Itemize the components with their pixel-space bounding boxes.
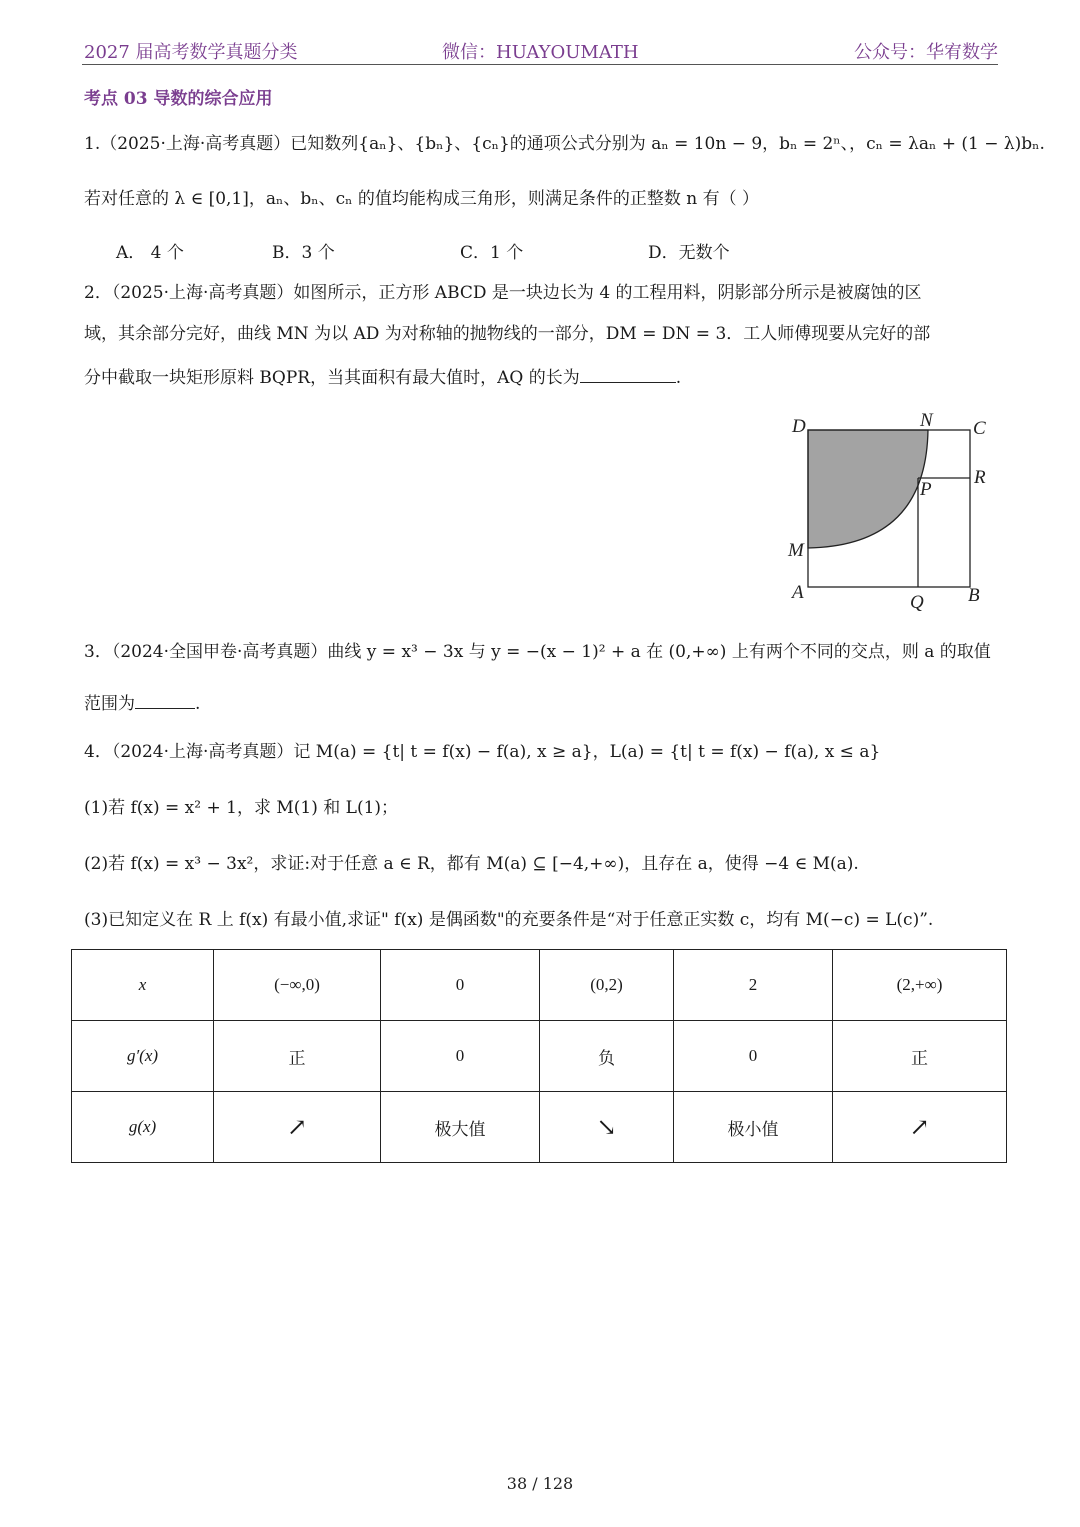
q3-line2-end: . [195,694,201,714]
table-cell: g(x) [72,1092,214,1163]
q2-line3-end: . [675,368,682,388]
table-cell: (2,+∞) [833,950,1007,1021]
q1-choice-c: C．1 个 [460,243,524,263]
q2-line2: 域，其余部分完好，曲线 MN 为以 AD 为对称轴的抛物线的一部分，DM = DN = 3．工人师傅现要从完好的部 [84,324,931,344]
table-cell: 2 [674,950,833,1021]
increasing-arrow-icon: ↗ [833,1092,1007,1163]
table-row [72,950,1007,1021]
q3-line1: 3．（2024·全国甲卷·高考真题）曲线 y = x³ − 3x 与 y = −(x − 1)² + a 在 (0,+∞) 上有两个不同的交点，则 a 的取值 [84,642,991,662]
page-number: 38 / 128 [506,1474,574,1493]
table-cell: 正 [214,1021,381,1092]
q1-line2: 若对任意的 λ ∈ [0,1]，aₙ、bₙ、cₙ 的值均能构成三角形，则满足条件的正整数 n 有（ ） [84,189,760,209]
q3-line2 [84,690,200,716]
label-d: D [792,416,806,437]
q4-part2: (2)若 f(x) = x³ − 3x²，求证:对于任意 a ∈ R，都有 M(a) ⊆ [−4,+∞)，且存在 a，使得 −4 ∈ M(a). [84,854,859,874]
header-rule [82,64,998,65]
label-n: N [920,410,933,431]
q1-line1: 1.（2025·上海·高考真题）已知数列{aₙ}、{bₙ}、{cₙ}的通项公式分别为 aₙ = 10n − 9，bₙ = 2ⁿ、，cₙ = λaₙ + (1 − λ)bₙ. [84,134,1045,154]
label-p: P [920,479,932,500]
table-cell: (0,2) [540,950,674,1021]
q2-line3-text: 分中截取一块矩形原料 BQPR，当其面积有最大值时，AQ 的长为 [84,368,580,388]
header-center: 微信：HUAYOUMATH [442,42,639,63]
q1-choice-a: A． 4 个 [116,243,184,263]
table-cell: 正 [833,1021,1007,1092]
table-row [72,1021,1007,1092]
q1-choice-b: B．3 个 [272,243,335,263]
label-q: Q [910,592,924,613]
corroded-region [808,430,928,548]
answer-blank [580,364,676,383]
table-row [72,1092,1007,1163]
section-title: 考点 03 导数的综合应用 [84,89,273,109]
label-a: A [792,582,804,603]
label-r: R [974,467,986,488]
increasing-arrow-icon: ↗ [214,1092,381,1163]
q2-line1: 2．（2025·上海·高考真题）如图所示，正方形 ABCD 是一块边长为 4 的工程用料，阴影部分所示是被腐蚀的区 [84,283,922,303]
table-cell: 0 [381,1021,540,1092]
table-cell: 极大值 [381,1092,540,1163]
header-left: 2027 届高考数学真题分类 [84,42,298,63]
q1-choice-d: D．无数个 [648,243,730,263]
sign-table [71,949,1007,1163]
label-m: M [788,540,804,561]
table-cell: (−∞,0) [214,950,381,1021]
square-diagram [780,406,1010,616]
table-cell: 0 [381,950,540,1021]
q3-line2-text: 范围为 [84,694,135,714]
q4-part1: (1)若 f(x) = x² + 1，求 M(1) 和 L(1)； [84,798,399,818]
answer-blank [135,690,195,709]
label-c: C [973,418,986,439]
decreasing-arrow-icon: ↘ [540,1092,674,1163]
q4-part3: (3)已知定义在 R 上 f(x) 有最小值,求证" f(x) 是偶函数"的充要条件是“对于任意正实数 c，均有 M(−c) = L(c)”. [84,910,934,930]
table-cell: 负 [540,1021,674,1092]
table-cell: x [72,950,214,1021]
q2-line3 [84,364,681,390]
table-cell: 0 [674,1021,833,1092]
table-cell: g′(x) [72,1021,214,1092]
label-b: B [968,585,980,606]
header-right: 公众号：华宥数学 [854,42,998,63]
q4-line1: 4．（2024·上海·高考真题）记 M(a) = {t| t = f(x) − f(a), x ≥ a}，L(a) = {t| t = f(x) − f(a), x ≤ a} [84,742,881,762]
table-cell: 极小值 [674,1092,833,1163]
